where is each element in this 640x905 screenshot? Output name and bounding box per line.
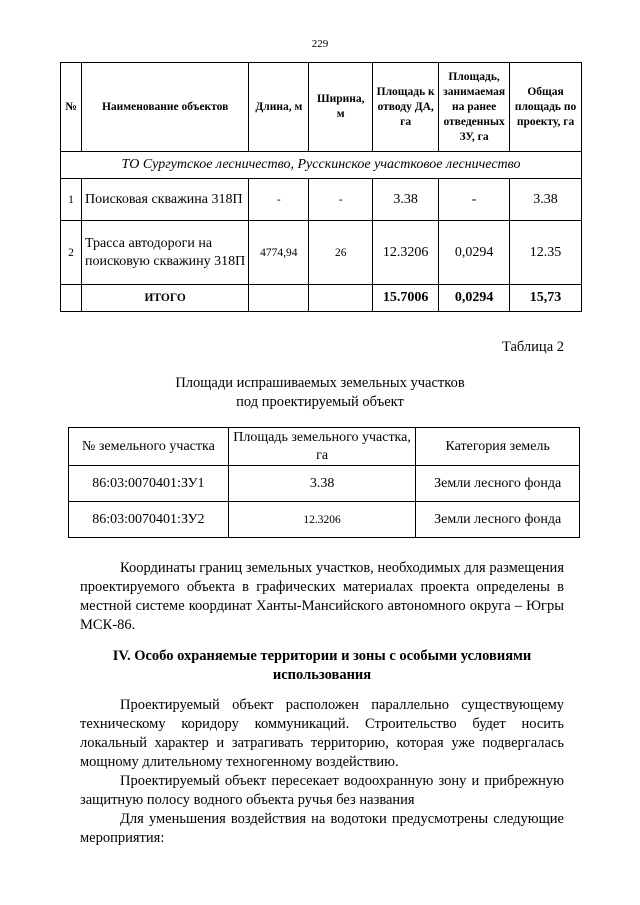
section-title: ТО Сургутское лесничество, Русскинское участковое лесничество (61, 152, 582, 179)
total-total: 15,73 (510, 285, 582, 312)
row-area-zu: - (439, 179, 510, 221)
row-area-da: 12.3206 (373, 221, 439, 285)
row-area: 3.38 (228, 466, 416, 502)
row-area: 12.3206 (228, 502, 416, 538)
paragraph-measures: Для уменьшения воздействия на водотоки предусмотрены следующие мероприятия: (80, 811, 564, 846)
total-num (61, 285, 82, 312)
row-name: Трасса автодороги на поисковую скважину 318П (81, 221, 248, 285)
row-num: 2 (61, 221, 82, 285)
table-row (69, 466, 580, 502)
col-header-total: Общая площадь по проекту, га (510, 63, 582, 152)
col-header-category: Категория земель (416, 428, 580, 466)
row-category: Земли лесного фонда (416, 502, 580, 538)
table-row (69, 502, 580, 538)
row-plot: 86:03:0070401:ЗУ1 (69, 466, 229, 502)
section-row (61, 152, 582, 179)
col-header-plot: № земельного участка (69, 428, 229, 466)
row-total: 12.35 (510, 221, 582, 285)
table2-caption: Таблица 2 (501, 339, 564, 355)
row-area-da: 3.38 (373, 179, 439, 221)
paragraph-object-location: Проектируемый объект расположен параллельно существующему техническому коридору коммуникаций. Строительство будет носить локальный характер и затрагивать территорию, которая уже подвергалась мощному длительному техногенному воздействию. (80, 697, 564, 770)
row-total: 3.38 (510, 179, 582, 221)
land-plots-table (68, 427, 580, 538)
col-header-name: Наименование объектов (81, 63, 248, 152)
table-row (61, 179, 582, 221)
col-header-area-da: Площадь к отводу ДА, га (373, 63, 439, 152)
total-area-da: 15.7006 (373, 285, 439, 312)
paragraph-coordinates: Координаты границ земельных участков, необходимых для размещения проектируемого объекта в графических материалах проекта определены в местной системе координат Ханты-Мансийского автономного округа – Югры МСК-86. (80, 560, 564, 633)
table2-title-line1: Площади испрашиваемых земельных участков (175, 375, 465, 391)
total-width (309, 285, 373, 312)
row-width: 26 (309, 221, 373, 285)
row-name: Поисковая скважина 318П (81, 179, 248, 221)
paragraph-water-zone: Проектируемый объект пересекает водоохранную зону и прибрежную защитную полосу водного объекта ручья без названия (80, 773, 564, 808)
total-row (61, 285, 582, 312)
col-header-length: Длина, м (249, 63, 309, 152)
col-header-width: Ширина, м (309, 63, 373, 152)
row-width: - (309, 179, 373, 221)
page-number: 229 (311, 38, 329, 50)
col-header-num: № (61, 63, 82, 152)
table-header-row (61, 63, 582, 152)
table2-title-line2: под проектируемый объект (236, 394, 404, 410)
total-area-zu: 0,0294 (439, 285, 510, 312)
row-length: 4774,94 (249, 221, 309, 285)
total-label: ИТОГО (81, 285, 248, 312)
row-length: - (249, 179, 309, 221)
objects-table (60, 62, 582, 312)
table2-title (0, 374, 640, 412)
total-length (249, 285, 309, 312)
table-row (61, 221, 582, 285)
col-header-area-zu: Площадь, занимаемая на ранее отведенных ЗУ, га (439, 63, 510, 152)
row-category: Земли лесного фонда (416, 466, 580, 502)
row-area-zu: 0,0294 (439, 221, 510, 285)
section-heading: IV. Особо охраняемые территории и зоны с особыми условиями использования (112, 648, 532, 683)
row-num: 1 (61, 179, 82, 221)
table-header-row (69, 428, 580, 466)
col-header-area: Площадь земельного участка, га (228, 428, 416, 466)
row-plot: 86:03:0070401:ЗУ2 (69, 502, 229, 538)
